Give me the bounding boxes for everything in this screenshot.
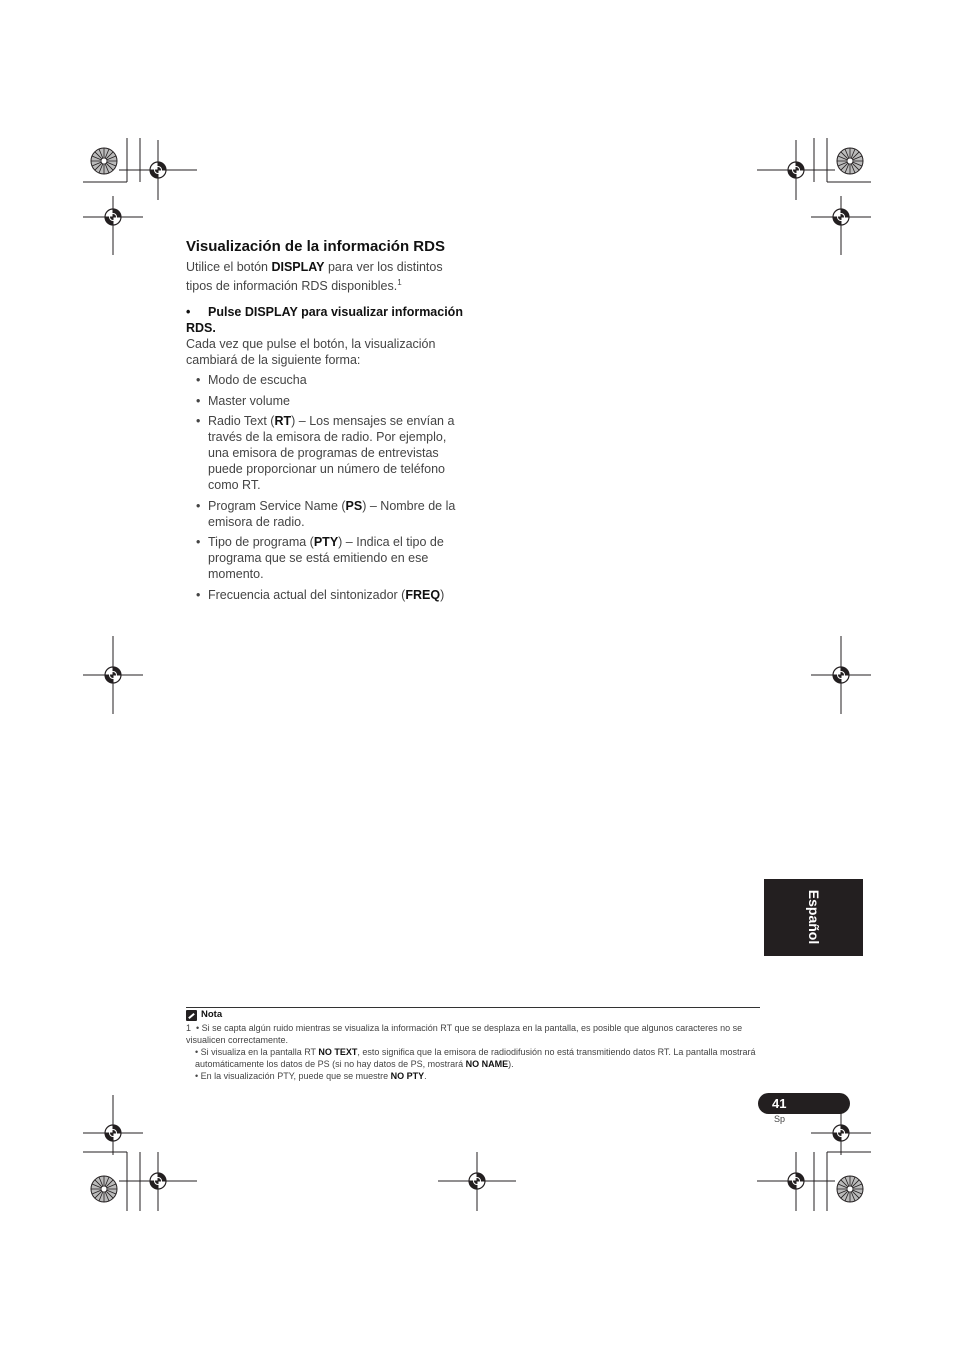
note-line-1: 1 • Si se capta algún ruido mientras se visualiza la información RT que se desplaza en la pantalla, es posible que algunos caracteres no se visualicen correctamente. — [186, 1023, 743, 1045]
list-item: • Radio Text (RT) – Los mensajes se envían a través de la emisora de radio. Por ejemplo, una emisora de programas de entrevistas puede proporcionar un número de teléfono como RT. — [186, 413, 466, 493]
page-number-badge — [758, 1093, 850, 1114]
language-tab — [764, 879, 863, 956]
note-line-3: • En la visualización PTY, puede que se muestre NO PTY. — [195, 1071, 427, 1081]
note-divider — [186, 1007, 760, 1008]
list-item: • Modo de escucha — [186, 372, 466, 388]
display-modes-list — [186, 372, 466, 603]
note-pencil-icon — [186, 1010, 197, 1021]
list-item: • Program Service Name (PS) – Nombre de la emisora de radio. — [186, 498, 466, 530]
list-item: • Tipo de programa (PTY) – Indica el tipo de programa que se está emitiendo en ese momento. — [186, 534, 466, 582]
footnote-ref: 1 — [397, 278, 402, 287]
step-instruction: • Pulse DISPLAY para visualizar información RDS. — [186, 305, 463, 336]
note-title: Nota — [201, 1009, 223, 1020]
page-number: 41 — [772, 1096, 787, 1111]
footnotes — [186, 1009, 756, 1082]
list-item: • Frecuencia actual del sintonizador (FREQ) — [186, 587, 466, 603]
list-item: • Master volume — [186, 393, 466, 409]
display-button-ref: DISPLAY — [271, 260, 325, 274]
note-line-2: • Si visualiza en la pantalla RT NO TEXT, esto significa que la emisora de radiodifusión no está transmitiendo datos RT. La pantalla mostrará automáticamente los datos de PS (si no hay datos de PS, mostrará NO NAME). — [195, 1047, 756, 1069]
page-language-code: Sp — [774, 1114, 786, 1124]
step-description: Cada vez que pulse el botón, la visualización cambiará de la siguiente forma: — [186, 337, 436, 368]
note-header — [186, 1009, 756, 1021]
section-heading: Visualización de la información RDS — [186, 238, 445, 255]
language-tab-label: Español — [806, 889, 822, 945]
intro-paragraph: Utilice el botón DISPLAY para ver los distintos tipos de información RDS disponibles.$^1$ — [186, 260, 443, 294]
main-column — [186, 238, 466, 607]
